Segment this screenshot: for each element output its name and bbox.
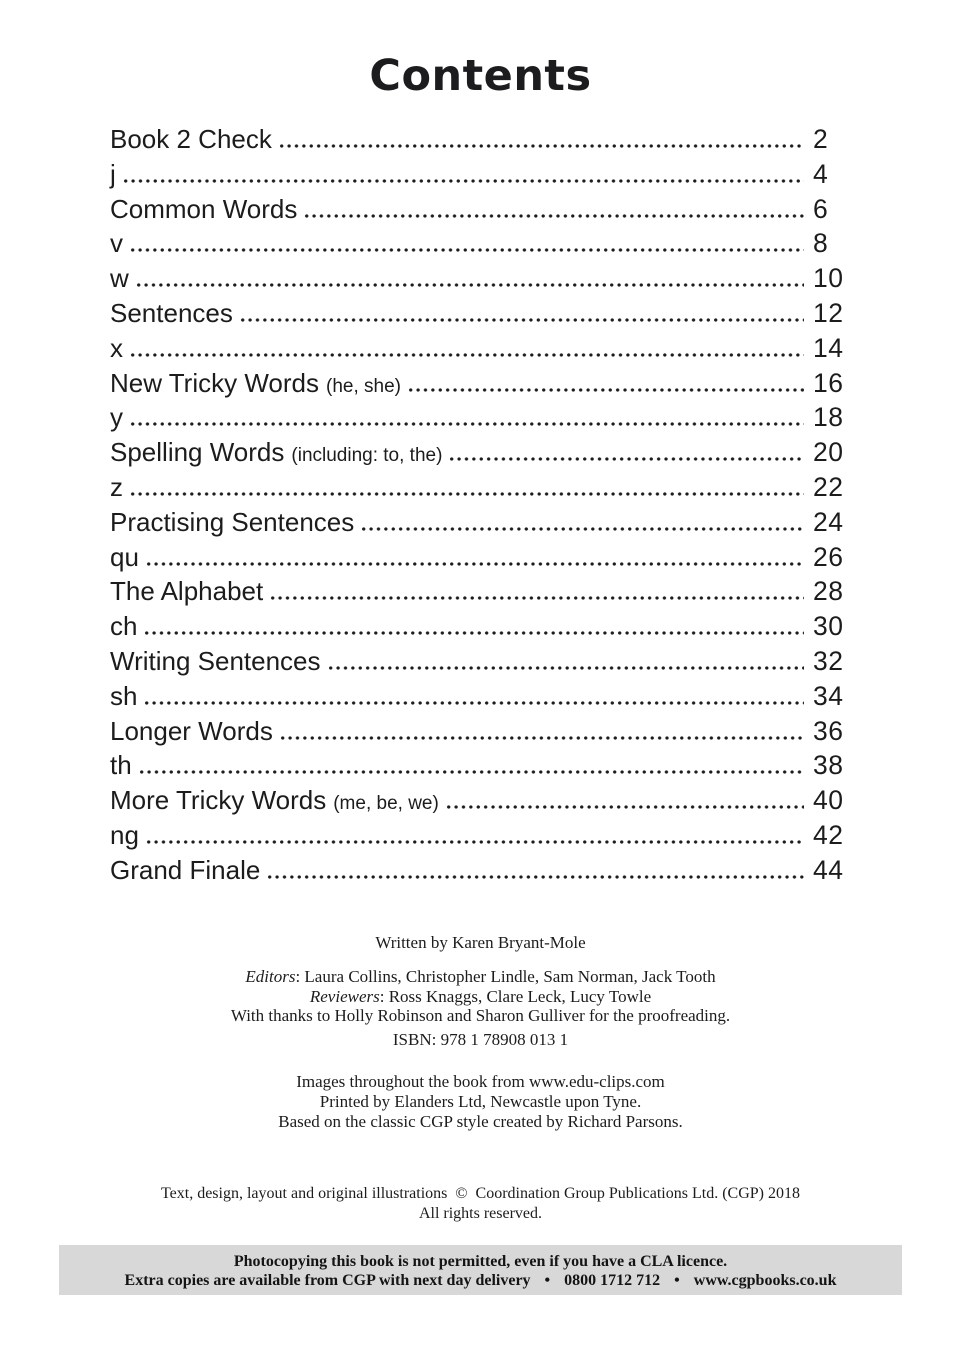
toc-page-number: 8 xyxy=(813,228,829,259)
toc-page-number: 2 xyxy=(813,124,829,154)
toc-leader-dots xyxy=(145,562,804,566)
toc-entry-note: (including: to, the) xyxy=(291,445,443,467)
toc-leader-dots xyxy=(143,631,804,635)
credits-isbn: ISBN: 978 1 78908 013 1 xyxy=(392,1030,569,1049)
toc-entry xyxy=(110,507,849,542)
toc-leader-dots xyxy=(129,492,804,496)
toc-entry-note: (me, be, we) xyxy=(333,793,439,815)
toc-entry xyxy=(110,716,849,751)
toc-page-number: 30 xyxy=(813,611,844,642)
toc-entry-label: z xyxy=(110,471,123,502)
credits-based-on: Based on the classic CGP style created by Richard Parsons. xyxy=(278,1112,683,1131)
toc-entry-label: Common Words xyxy=(110,193,298,224)
toc-leader-dots xyxy=(129,422,804,426)
toc-page-number: 44 xyxy=(813,854,844,885)
toc-page-number: 18 xyxy=(813,402,844,433)
toc-page-number: 12 xyxy=(813,297,844,328)
toc-entry-note: (he, she) xyxy=(326,375,401,397)
toc-entry-label: Writing Sentences xyxy=(110,645,321,676)
toc-page-number: 42 xyxy=(813,819,844,850)
toc-page-number: 14 xyxy=(813,332,844,363)
toc-entry-label: Spelling Words xyxy=(110,437,285,468)
reviewers-label: Reviewers xyxy=(309,986,380,1006)
toc-entry xyxy=(110,298,849,333)
toc-leader-dots xyxy=(445,805,804,809)
toc-entry-label: Longer Words xyxy=(110,715,273,746)
credits-editors xyxy=(0,967,961,987)
toc-page-number: 40 xyxy=(813,785,844,816)
toc-entry xyxy=(110,368,849,403)
credits-reviewers xyxy=(0,987,961,1007)
toc-entry xyxy=(110,194,849,229)
toc-leader-dots xyxy=(266,875,804,879)
toc-entry-label: j xyxy=(110,158,116,189)
toc-entry xyxy=(110,855,849,890)
toc-entry-label: y xyxy=(110,402,123,433)
toc-page-number: 28 xyxy=(813,576,844,607)
toc-leader-dots xyxy=(138,770,804,774)
rights-line: All rights reserved. xyxy=(418,1205,543,1222)
toc-page-number: 10 xyxy=(813,263,844,294)
credits-thanks: With thanks to Holly Robinson and Sharon Gulliver for the proofreading. xyxy=(230,1006,731,1025)
table-of-contents xyxy=(110,124,849,890)
toc-page-number: 16 xyxy=(813,367,844,398)
photocopy-notice-bar xyxy=(59,1245,902,1295)
toc-entry-label: The Alphabet xyxy=(110,576,264,607)
toc-page-number: 4 xyxy=(813,158,829,189)
toc-leader-dots xyxy=(122,179,804,183)
toc-entry xyxy=(110,333,849,368)
toc-leader-dots xyxy=(279,736,804,740)
toc-entry xyxy=(110,646,849,681)
bullet-separator: • xyxy=(544,1272,551,1289)
toc-entry-label: New Tricky Words xyxy=(110,367,319,398)
toc-entry-label: Sentences xyxy=(110,297,233,328)
toc-entry xyxy=(110,402,849,437)
toc-entry xyxy=(110,681,849,716)
toc-entry xyxy=(110,228,849,263)
toc-page-number: 32 xyxy=(813,645,844,676)
toc-leader-dots xyxy=(239,318,804,322)
toc-entry xyxy=(110,263,849,298)
extra-copies-line xyxy=(59,1271,902,1290)
toc-leader-dots xyxy=(448,457,804,461)
toc-entry xyxy=(110,820,849,855)
reviewers-names: : Ross Knaggs, Clare Leck, Lucy Towle xyxy=(379,986,652,1006)
toc-entry-label: Book 2 Check xyxy=(110,124,272,154)
toc-leader-dots xyxy=(327,666,804,670)
toc-page-number: 24 xyxy=(813,506,844,537)
credits-images: Images throughout the book from www.edu-clips.com xyxy=(296,1072,665,1091)
toc-entry xyxy=(110,576,849,611)
toc-leader-dots xyxy=(407,388,804,392)
toc-leader-dots xyxy=(143,701,804,705)
toc-entry-label: sh xyxy=(110,680,138,711)
toc-entry-label: More Tricky Words xyxy=(110,785,327,816)
toc-entry xyxy=(110,785,849,820)
toc-entry xyxy=(110,124,849,159)
toc-entry-label: qu xyxy=(110,541,139,572)
toc-leader-dots xyxy=(135,283,804,287)
credits-production xyxy=(0,1072,961,1132)
toc-page-number: 6 xyxy=(813,193,829,224)
toc-leader-dots xyxy=(303,214,804,218)
toc-page-number: 34 xyxy=(813,680,844,711)
toc-entry xyxy=(110,611,849,646)
credits-copyright xyxy=(0,1184,961,1224)
toc-entry xyxy=(110,750,849,785)
photocopy-line: Photocopying this book is not permitted, even if you have a CLA licence. xyxy=(233,1253,728,1270)
toc-entry xyxy=(110,542,849,577)
toc-page-number: 36 xyxy=(813,715,844,746)
toc-leader-dots xyxy=(129,248,804,252)
credits-written-by: Written by Karen Bryant-Mole xyxy=(375,933,586,952)
toc-entry xyxy=(110,159,849,194)
page-title: Contents xyxy=(369,51,592,101)
toc-page-number: 38 xyxy=(813,750,844,781)
toc-page-number: 20 xyxy=(813,437,844,468)
credits-editorial xyxy=(0,967,961,1026)
toc-entry-label: th xyxy=(110,750,132,781)
toc-entry-label: ch xyxy=(110,611,138,642)
toc-entry-label: w xyxy=(110,263,129,294)
toc-leader-dots xyxy=(360,527,804,531)
toc-page-number: 26 xyxy=(813,541,844,572)
toc-entry-label: Practising Sentences xyxy=(110,506,355,537)
toc-leader-dots xyxy=(145,840,804,844)
copyright-line: Text, design, layout and original illustrations © Coordination Group Publications Ltd. (CGP) 2018 xyxy=(161,1185,800,1202)
toc-leader-dots xyxy=(278,144,804,148)
toc-entry-label: v xyxy=(110,228,123,259)
toc-page-number: 22 xyxy=(813,471,844,502)
toc-entry-label: ng xyxy=(110,819,139,850)
toc-entry xyxy=(110,437,849,472)
credits-printed: Printed by Elanders Ltd, Newcastle upon Tyne. xyxy=(319,1092,642,1111)
toc-entry-label: Grand Finale xyxy=(110,854,261,885)
extra-copies-text: Extra copies are available from CGP with next day delivery xyxy=(124,1272,531,1289)
editors-names: : Laura Collins, Christopher Lindle, Sam Norman, Jack Tooth xyxy=(295,967,716,986)
website-url: www.cgpbooks.co.uk xyxy=(693,1272,837,1289)
bullet-separator: • xyxy=(674,1272,680,1289)
editors-label: Editors xyxy=(245,967,296,986)
toc-entry xyxy=(110,472,849,507)
toc-leader-dots xyxy=(129,353,804,357)
toc-entry-label: x xyxy=(110,332,123,363)
phone-number: 0800 1712 712 xyxy=(564,1272,661,1289)
toc-leader-dots xyxy=(269,596,804,600)
